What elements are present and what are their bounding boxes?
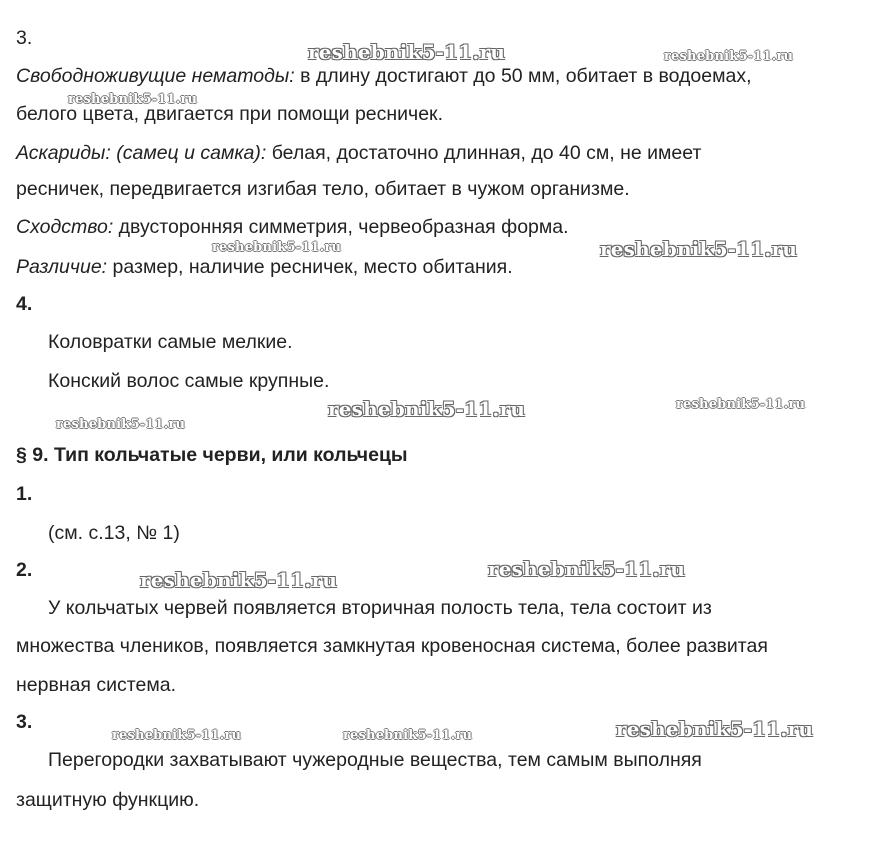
paragraph-similarity	[16, 215, 569, 239]
text-ascarids: белая, достаточно длинная, до 40 см, не имеет	[266, 142, 702, 164]
watermark-logo: reshebnik5-11.ru	[68, 92, 198, 107]
paragraph-free-living-nematodes	[16, 64, 752, 88]
watermark-logo: reshebnik5-11.ru	[600, 237, 798, 261]
answer-3-line-1: Перегородки захватывают чужеродные вещества, тем самым выполняя	[48, 749, 702, 771]
watermark-logo: reshebnik5-11.ru	[616, 717, 814, 741]
text-difference: размер, наличие ресничек, место обитания.	[107, 256, 513, 278]
term-free-living-nematodes: Свободноживущие нематоды:	[16, 65, 295, 87]
answer-2-line-3: нервная система.	[16, 674, 177, 696]
paragraph-ascarids	[16, 141, 701, 165]
watermark-logo: reshebnik5-11.ru	[212, 240, 342, 255]
item-number-4: 4.	[16, 293, 33, 315]
item-number-2: 2.	[16, 559, 33, 581]
watermark-logo: reshebnik5-11.ru	[56, 417, 186, 432]
watermark-logo: reshebnik5-11.ru	[488, 557, 686, 581]
chapter-title: § 9. Тип кольчатые черви, или кольчецы	[16, 444, 408, 466]
watermark-logo: reshebnik5-11.ru	[308, 40, 506, 64]
answer-2-line-1: У кольчатых червей появляется вторичная полость тела, тела состоит из	[48, 597, 712, 619]
answer-2-line-2: множества члеников, появляется замкнутая кровеносная система, более развитая	[16, 635, 768, 657]
term-difference: Различие:	[16, 256, 108, 278]
text-free-living-nematodes: в длину достигают до 50 мм, обитает в водоемах,	[294, 65, 752, 87]
item-number-1: 1.	[16, 483, 33, 505]
watermark-logo: reshebnik5-11.ru	[664, 49, 794, 64]
watermark-logo: reshebnik5-11.ru	[112, 728, 242, 743]
item-number-3: 3.	[16, 27, 33, 49]
paragraph-difference	[16, 255, 513, 279]
paragraph-ascarids-cont: ресничек, передвигается изгибая тело, обитает в чужом организме.	[16, 178, 630, 200]
watermark-logo: reshebnik5-11.ru	[676, 397, 806, 412]
answer-1-reference: (см. с.13, № 1)	[48, 522, 180, 544]
text-similarity: двусторонняя симметрия, червеобразная форма.	[113, 216, 569, 238]
item-number-3b: 3.	[16, 711, 33, 733]
answer-rotifers: Коловратки самые мелкие.	[48, 331, 293, 353]
paragraph-free-living-nematodes-cont: белого цвета, двигается при помощи ресничек.	[16, 103, 444, 125]
watermark-logo: reshebnik5-11.ru	[328, 397, 526, 421]
watermark-logo: reshebnik5-11.ru	[140, 568, 338, 592]
answer-3-line-2: защитную функцию.	[16, 789, 200, 811]
term-similarity: Сходство:	[16, 216, 114, 238]
term-ascarids: Аскариды: (самец и самка):	[16, 142, 267, 164]
watermark-logo: reshebnik5-11.ru	[343, 728, 473, 743]
answer-horsehair-worm: Конский волос самые крупные.	[48, 370, 330, 392]
